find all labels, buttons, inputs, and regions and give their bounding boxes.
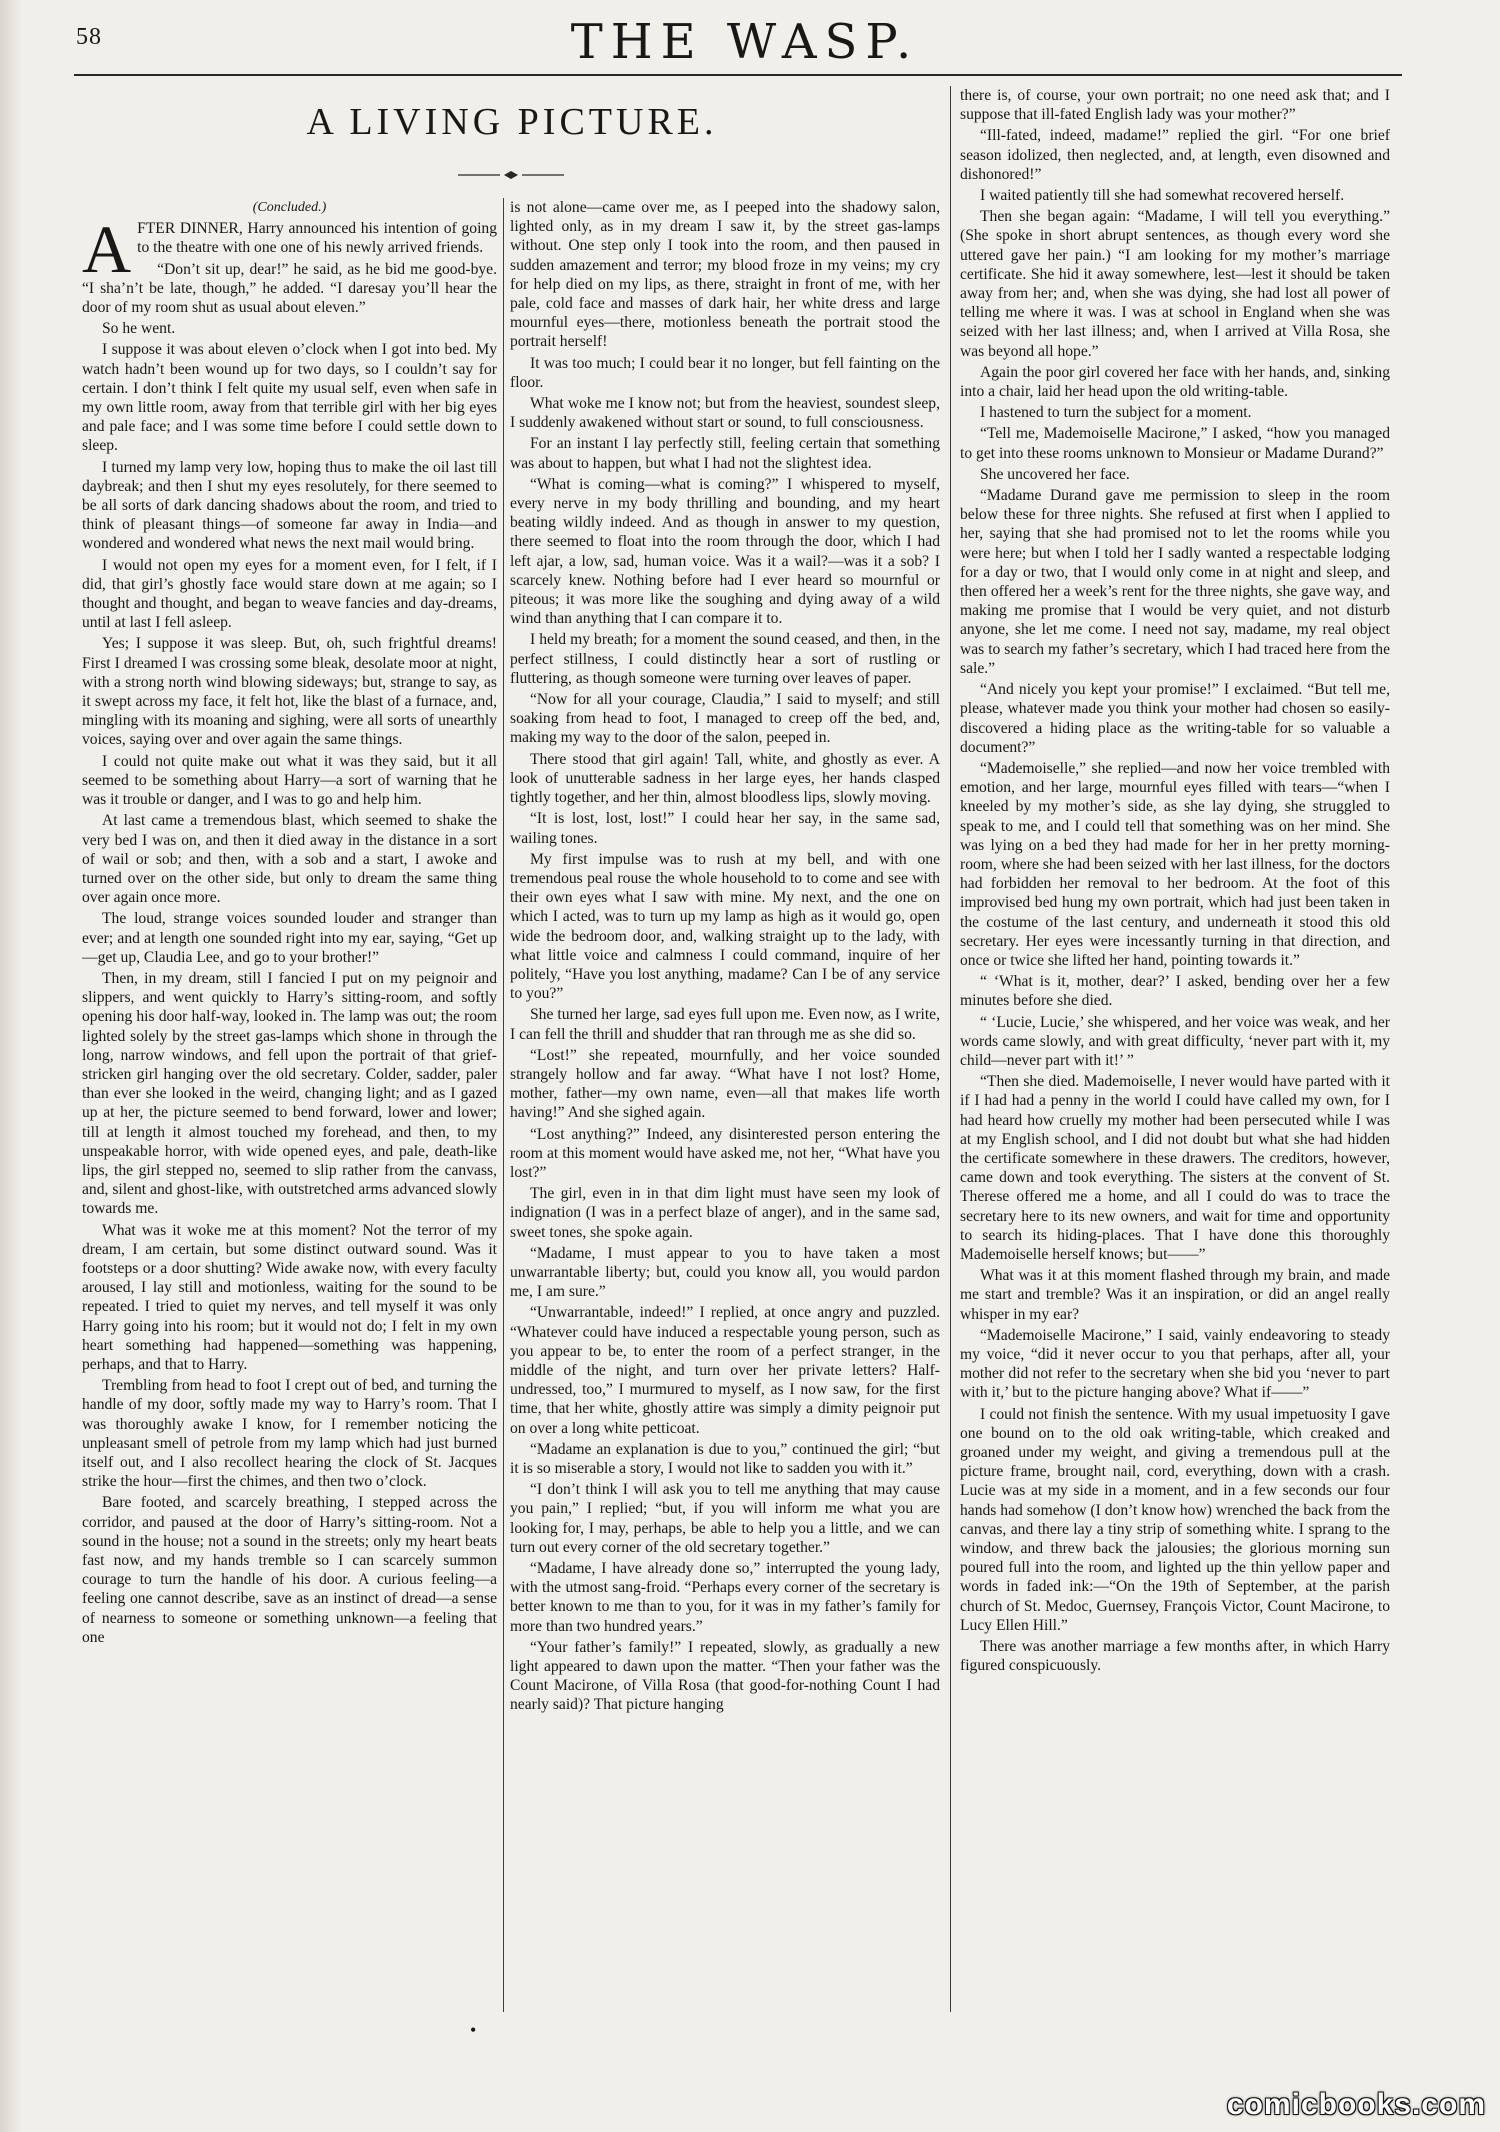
story-title: A LIVING PICTURE. xyxy=(306,101,718,143)
running-head xyxy=(70,14,1420,70)
masthead-title: THE WASP. xyxy=(570,14,920,70)
paragraph: For an instant I lay perfectly still, feeling certain that something was about to happen, but what I had not the slightest idea. xyxy=(510,435,940,472)
paragraph: At last came a tremendous blast, which seemed to shake the very bed I was on, and then it died away in the distance in a sort of wail or sob; and then, with a sob and a start, I awoke and turned over on the other side, but only to dream the same thing over again once more. xyxy=(82,812,497,907)
paragraph: “Madame, I have already done so,” interrupted the young lady, with the utmost sang-froid. “Perhaps every corner of the secretary is better known to me than to you, for it was in my father’s family for more than two hundred years.” xyxy=(510,1560,940,1635)
column-rule-left xyxy=(503,198,504,2012)
paragraph: What woke me I know not; but from the heaviest, soundest sleep, I suddenly awakened without start or sound, to full consciousness. xyxy=(510,395,940,432)
paragraph: Yes; I suppose it was sleep. But, oh, such frightful dreams! First I dreamed I was crossing some bleak, desolate moor at night, with a strong north wind blowing sideways; but, strange to say, as it swept across my face, it felt hot, like the blast of a furnace, and, mingling with its moaning and sighing, were all sorts of unearthly voices, saying over and over again the same things. xyxy=(82,635,497,749)
paragraph: “Your father’s family!” I repeated, slowly, as gradually a new light appeared to dawn upon the matter. “Then your father was the Count Macirone, of Villa Rosa (that good-for-nothing Count I had nearly said)? That picture hanging xyxy=(510,1638,940,1714)
paragraph: What was it woke me at this moment? Not the terror of my dream, I am certain, but some distinct outward sound. Was it footsteps or a door shutting? Wide awake now, with every faculty aroused, I lay still and motionless, waiting for the sound to be repeated. I tried to quiet my nerves, and tell myself it was only Harry going into his room; but it would not do; I felt in my own heart something had happened—something was happening, perhaps, and that to Harry. xyxy=(82,1221,497,1373)
drop-cap: A xyxy=(82,211,132,288)
paragraph: Then, in my dream, still I fancied I put on my peignoir and slippers, and went quickly to Harry’s sitting-room, and softly opening his door half-way, looked in. The lamp was out; the room lighted solely by the street gas-lamps which shone in through the long, narrow windows, and fell upon the portrait of that grief-stricken girl hanging over the old secretary. Colder, sadder, paler than ever she looked in the weird, changing light; and as I gazed up at her, the picture seemed to bend forward, lower and lower; till at length it almost touched my forehead, and then, to my unspeakable horror, with wide opened eyes, and pale, death-like lips, the girl stepped no, seemed to slip rather from the canvass, and, silent and ghost-like, with outstretched arms advanced slowly towards me. xyxy=(82,969,497,1218)
paragraph: “And nicely you kept your promise!” I exclaimed. “But tell me, please, whatever made you think your mother had chosen so easily-discovered a hiding place as the writing-table for so valuable a document?” xyxy=(960,681,1390,756)
paragraph: She uncovered her face. xyxy=(980,465,1130,483)
paragraph: “Madame an explanation is due to you,” continued the girl; “but it is so miserable a story, I would not like to sadden you with it.” xyxy=(510,1440,940,1477)
paragraph: is not alone—came over me, as I peeped into the shadowy salon, lighted only, as in my dream I saw it, by the street gas-lamps without. One step only I took into the room, and then paused in sudden amazement and terror; my blood froze in my veins; my cry for help died on my lips, as there, straight in front of me, with her pale, cold face and masses of dark hair, her white dress and large mournful eyes—there, motionless beneath the portrait stood the portrait herself! xyxy=(510,199,940,351)
paragraph: “Lost!” she repeated, mournfully, and her voice sounded strangely hollow and far away. “What have I not lost? Home, mother, father—my own name, even—all that makes life worth having!” And she sighed again. xyxy=(510,1046,940,1122)
paragraph: Bare footed, and scarcely breathing, I stepped across the corridor, and paused at the door of Harry’s sitting-room. Not a sound in the house; not a sound in the streets; only my heart beats fast now, and my hands tremble so I can scarcely summon courage to turn the handle of his door. A curious feeling—a feeling one cannot describe, save as an instinct of dread—a sense of nearness to someone or something unknown—a feeling that one xyxy=(82,1494,497,1646)
paragraph: “ ‘What is it, mother, dear?’ I asked, bending over her a few minutes before she died. xyxy=(960,973,1390,1010)
paragraph: I would not open my eyes for a moment even, for I felt, if I did, that girl’s ghostly face would stare down at me again; so I thought and thought, and began to weave fancies and day-dreams, until at last I fell asleep. xyxy=(82,556,497,632)
paragraph: “Unwarrantable, indeed!” I replied, at once angry and puzzled. “Whatever could have induced a respectable young person, such as you appear to be, to enter the room of a perfect stranger, in the middle of the night, and turn over her private letters? Half-undressed, too,” I murmured to myself, as I now saw, for the first time, that her white, ghostly attire was simply a dimity peignoir put on over a long white petticoat. xyxy=(510,1304,940,1437)
concluded-note: (Concluded.) xyxy=(252,200,327,215)
paragraph: “Mademoiselle Macirone,” I said, vainly endeavoring to steady my voice, “did it never occur to you that perhaps, after all, your mother did not refer to the secretary when she bid you ‘never to part with it,’ but to the picture hanging above? What if——” xyxy=(960,1326,1390,1402)
paragraph: What was it at this moment flashed through my brain, and made me start and tremble? Was it an inspiration, or did an angel really whisper in my ear? xyxy=(960,1267,1390,1323)
paragraph: So he went. xyxy=(102,320,176,338)
paragraph: “I don’t think I will ask you to tell me anything that may cause you pain,” I replied; “but, if you will inform me what you are looking for, I may, perhaps, be able to help you a little, and we can turn out every corner of the old secretary together.” xyxy=(510,1481,940,1556)
paragraph: I turned my lamp very low, hoping thus to make the oil last till daybreak; and then I shut my eyes resolutely, for there seemed to be all sorts of dark dancing shadows about the room, and tried to think of pleasant things—of someone far away in India—and wondered and wondered what news the next mail would bring. xyxy=(82,458,497,553)
paragraph: My first impulse was to rush at my bell, and with one tremendous peal rouse the whole household to to come and see with their own eyes what I saw with mine. My next, and the one on which I acted, was to turn up my lamp as high as it would go, open wide the bedroom door, and, walking straight up to the lady, with what little voice and calmness I could command, inquire of her politely, “Have you lost anything, madame? Can I be of any service to you?” xyxy=(510,850,940,1003)
paragraph: There was another marriage a few months after, in which Harry figured conspicuously. xyxy=(960,1638,1390,1675)
paragraph: “ ‘Lucie, Lucie,’ she whispered, and her voice was weak, and her words came slowly, and with great difficulty, ‘never part with it, my child—never part with it!’ ” xyxy=(960,1013,1390,1069)
watermark-logo: comicbooks.com xyxy=(1226,2088,1486,2121)
paragraph: “Tell me, Mademoiselle Macirone,” I asked, “how you managed to get into these rooms unknown to Monsieur or Madame Durand?” xyxy=(960,425,1390,462)
paragraph: “It is lost, lost, lost!” I could hear her say, in the same sad, wailing tones. xyxy=(510,810,940,847)
header-rule xyxy=(74,74,1402,76)
paragraph: “Lost anything?” Indeed, any disinterested person entering the room at this moment would have asked me, not her, “What have you lost?” xyxy=(510,1125,940,1181)
paragraph: I could not finish the sentence. With my usual impetuosity I gave one bound on to the old oak writing-table, which creaked and groaned under my weight, and giving a tremendous pull at the picture frame, brought nail, cord, everything, down with a crash. Lucie was at my side in a moment, and in a few seconds our four hands had somehow (I don’t know how) wrenched the back from the canvas, and there lay a tiny strip of something white. I sprang to the window, and threw back the jalousies; the glorious morning sun poured full into the room, and lighted up the thin yellow paper and words in faded ink:—“On the 19th of September, at the parish church of St. Medoc, Guernsey, François Victor, Count Macirone, to Lucy Ellen Hill.” xyxy=(960,1405,1390,1634)
paragraph: “Then she died. Mademoiselle, I never would have parted with it if I had had a penny in the world I could have called my own, for I had heard how cruelly my mother had been persecuted while I was at my English school, and I did not doubt but what she had hidden the certificate somewhere in these drawers. The creditors, however, came down and took everything. The sisters at the convent of St. Therese offered me a home, and all I could do was to trace the secretary here to its new owners, and wait for time and opportunity to search its hiding-places. That I have done this thoroughly Mademoiselle herself knows; but——” xyxy=(960,1073,1390,1263)
paragraph: She turned her large, sad eyes full upon me. Even now, as I write, I can fell the thrill and shudder that ran through me as she did so. xyxy=(510,1006,940,1043)
column-rule-right xyxy=(950,86,951,2012)
paragraph: The loud, strange voices sounded louder and stranger than ever; and at length one sounded right into my ear, saying, “Get up—get up, Claudia Lee, and go to your brother!” xyxy=(82,910,497,966)
paragraph-text: FTER DINNER, Harry announced his intention of going to the theatre with one one of his newly arrived friends. xyxy=(137,220,497,257)
title-ornament xyxy=(456,170,566,180)
paragraph: Again the poor girl covered her face with her hands, and, sinking into a chair, laid her head upon the old writing-table. xyxy=(960,363,1390,401)
page-number: 58 xyxy=(76,24,102,50)
paragraph: The girl, even in in that dim light must have seen my look of indignation (I was in a perfect blaze of anger), and in the same sad, sweet tones, she spoke again. xyxy=(510,1185,940,1241)
paragraph: “Don’t sit up, dear!” he said, as he bid me good-bye. “I sha’n’t be late, though,” he added. “I daresay you’ll hear the door of my room shut as usual about eleven.” xyxy=(82,260,497,317)
end-mark: • xyxy=(470,2020,477,2040)
paragraph: I hastened to turn the subject for a moment. xyxy=(980,404,1252,422)
column-3 xyxy=(960,86,1390,2012)
page-edge-shadow xyxy=(0,0,22,2132)
paragraph: “Madame Durand gave me permission to sleep in the room below these for three nights. She refused at first when I applied to her, saying that she had promised not to let the rooms while you were here; but when I told her I sadly wanted a respectable lodging for a day or two, that I would only come in at night and sleep, and then offered her a week’s rent for the three nights, she gave way, and making me promise that I would be very quiet, and not disturb anyone, she let me come. I need not say, madame, my real object was to search my father’s secretary, which I had traced here from the sale.” xyxy=(960,487,1390,677)
paragraph: “Ill-fated, indeed, madame!” replied the girl. “For one brief season idolized, then neglected, and, at length, even disowned and dishonored!” xyxy=(960,127,1390,183)
paragraph: I could not quite make out what it was they said, but it all seemed to be something about Harry—a sort of warning that he was it trouble or danger, and I was to go and help him. xyxy=(82,752,497,809)
paragraph: Then she began again: “Madame, I will tell you everything.” (She spoke in short abrupt sentences, as though every word she uttered gave her pain.) “I am looking for my mother’s marriage certificate. She hid it away somewhere, lest—lest it should be taken away from her; and, when she was dying, she had lost all power of telling me where it was. I was at school in England when she was seized with her last illness; and, when I arrived at Villa Rosa, she was beyond all hope.” xyxy=(960,208,1390,360)
paragraph: Trembling from head to foot I crept out of bed, and turning the handle of my door, softly made my way to Harry’s room. That I was thoroughly awake I know, for I remember noticing the unpleasant smell of petrole from my lamp which had just burned itself out, and I also recollect hearing the clock of St. Jacques strike the hour—first the chimes, and then two o’clock. xyxy=(82,1377,497,1491)
paragraph: It was too much; I could bear it no longer, but fell fainting on the floor. xyxy=(510,354,940,391)
paragraph: “Mademoiselle,” she replied—and now her voice trembled with emotion, and her large, mournful eyes filled with tears—“when I kneeled by my mother’s side, as she lay dying, she struggled to speak to me, and I could tell that something was on her mind. She was lying on a bed they had made for her in her pretty morning-room, where she had been seized with her last illness, for the doctors had forbidden her removal to her bedroom. At the foot of this improvised bed hung my own portrait, which had just been taken in the costume of the last century, and underneath it stood this old secretary. Her eyes were incessantly turning in that direction, and once or twice she lifted her hand, pointing towards it.” xyxy=(960,759,1390,969)
paragraph: “Now for all your courage, Claudia,” I said to myself; and still soaking from head to foot, I managed to creep off the bed, and, making my way to the door of the salon, peeped in. xyxy=(510,691,940,747)
paragraph: I waited patiently till she had somewhat recovered herself. xyxy=(980,187,1345,205)
paragraph: I suppose it was about eleven o’clock when I got into bed. My watch hadn’t been wound up for two days, so I couldn’t say for certain. I don’t think I felt quite my usual self, even when safe in my own little room, away from that terrible girl with her big eyes and pale face; and I was some time before I could settle down to sleep. xyxy=(82,341,497,455)
column-2 xyxy=(510,198,940,2012)
opening-paragraph xyxy=(82,211,497,288)
paragraph: “Madame, I must appear to you to have taken a most unwarrantable liberty; but, could you know all, you would pardon me, I am sure.” xyxy=(510,1244,940,1301)
paragraph: I held my breath; for a moment the sound ceased, and then, in the perfect stillness, I could distinctly hear a sort of rustling or fluttering, as though someone were turning over leaves of paper. xyxy=(510,631,940,687)
paragraph: there is, of course, your own portrait; no one need ask that; and I suppose that ill-fated English lady was your mother?” xyxy=(960,87,1390,124)
column-1 xyxy=(82,198,497,2012)
paragraph: “What is coming—what is coming?” I whispered to myself, every nerve in my body thrilling and bounding, and my heart beating wildly indeed. And as though in answer to my question, there seemed to float into the room through the door, which I had left ajar, a low, sad, human voice. Was it a wail?—was it a sob? I scarcely knew. Nothing before had I ever heard so mournful or piteous; it was more like the soughing and dying away of a wild wind than anything that I can compare it to. xyxy=(510,475,940,628)
paragraph: There stood that girl again! Tall, white, and ghostly as ever. A look of unutterable sadness in her large eyes, her hands clasped tightly together, and her thin, almost bloodless lips, slowly moving. xyxy=(510,750,940,807)
